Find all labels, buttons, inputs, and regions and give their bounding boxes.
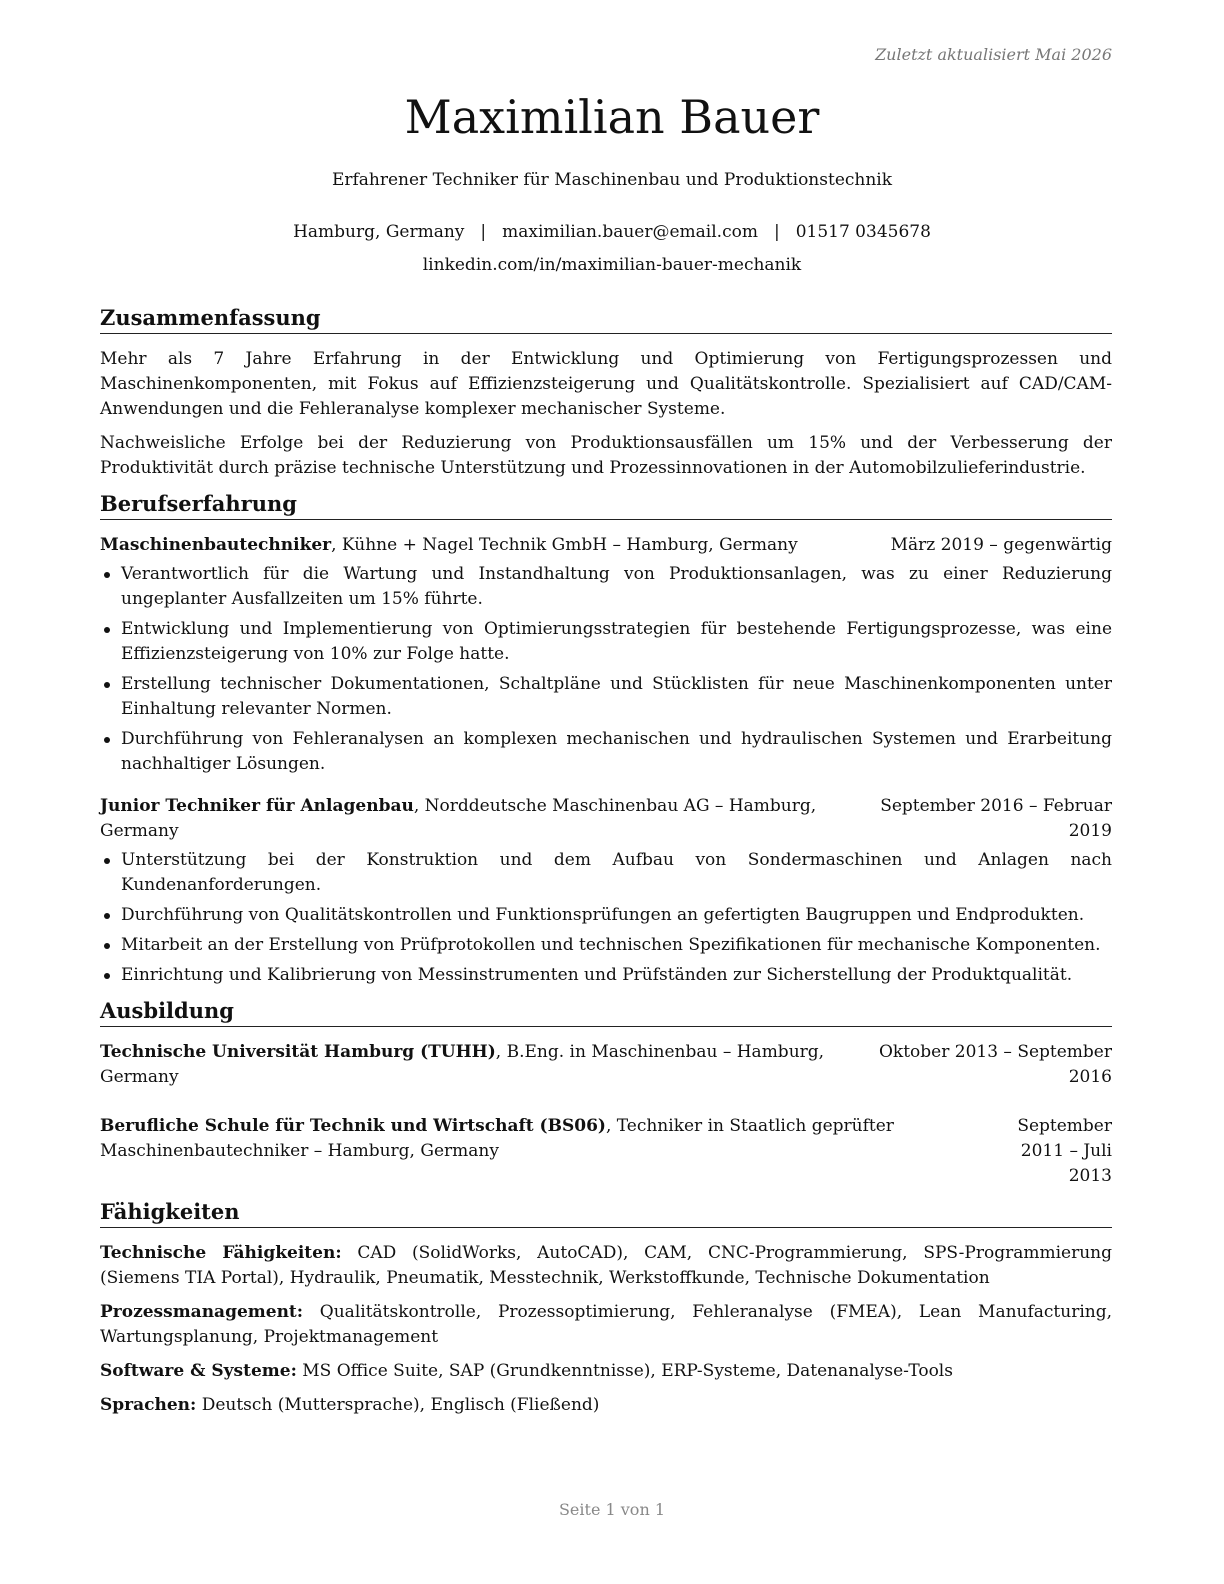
skill-line bbox=[100, 1241, 1112, 1291]
school-name: Technische Universität Hamburg (TUHH) bbox=[100, 1042, 496, 1062]
education-date: Oktober 2013 – September 2016 bbox=[878, 1042, 1112, 1087]
skill-label: Prozessmanagement: bbox=[100, 1302, 304, 1322]
skill-label: Technische Fähigkeiten: bbox=[100, 1243, 342, 1263]
skill-line bbox=[100, 1393, 1112, 1418]
candidate-name: Maximilian Bauer bbox=[404, 90, 820, 144]
list-item: Durchführung von Fehleranalysen an komplexen mechanischen und hydraulischen Systemen und Erarbeitung nachhaltiger Lösungen. bbox=[100, 727, 1112, 777]
page-number: Seite 1 von 1 bbox=[558, 1500, 666, 1519]
location: Hamburg, Germany bbox=[293, 222, 465, 242]
degree-detail: , Techniker in Staatlich geprüfter Maschinenbautechniker – Hamburg, Germany bbox=[100, 1116, 894, 1161]
skill-label: Sprachen: bbox=[100, 1395, 197, 1415]
job-company: , Norddeutsche Maschinenbau AG – Hamburg, Germany bbox=[100, 796, 817, 841]
summary-section bbox=[100, 304, 1112, 481]
experience-section bbox=[100, 490, 1112, 988]
list-item: Entwicklung und Implementierung von Optimierungsstrategien für bestehende Fertigungsprozesse, was eine Effizienzsteigerung von 10% zur Folge hatte. bbox=[100, 617, 1112, 667]
education-date: September 2011 – Juli 2013 bbox=[1017, 1116, 1112, 1186]
skill-value: MS Office Suite, SAP (Grundkenntnisse), ERP-Systeme, Datenanalyse-Tools bbox=[296, 1361, 953, 1381]
list-item: Verantwortlich für die Wartung und Instandhaltung von Produktionsanlagen, was zu einer Reduzierung ungeplanter Ausfallzeiten um 15% führte. bbox=[100, 562, 1112, 612]
tagline: Erfahrener Techniker für Maschinenbau und Produktionstechnik bbox=[331, 170, 893, 190]
phone: 01517 0345678 bbox=[795, 222, 931, 242]
linkedin-link[interactable]: linkedin.com/in/maximilian-bauer-mechanik bbox=[422, 255, 802, 275]
section-title: Zusammenfassung bbox=[100, 304, 1112, 334]
separator: | bbox=[480, 222, 487, 242]
list-item: Mitarbeit an der Erstellung von Prüfprotokollen und technischen Spezifikationen für mechanische Komponenten. bbox=[100, 933, 1112, 958]
skill-line bbox=[100, 1300, 1112, 1350]
education-entry bbox=[100, 1114, 1112, 1189]
resume-content bbox=[100, 304, 1112, 1427]
degree-detail: , B.Eng. in Maschinenbau – Hamburg, Germany bbox=[100, 1042, 825, 1087]
job-bullets bbox=[100, 848, 1112, 988]
education-entry bbox=[100, 1040, 1112, 1090]
skill-line bbox=[100, 1359, 1112, 1384]
list-item: Durchführung von Qualitätskontrollen und Funktionsprüfungen an gefertigten Baugruppen und Endprodukten. bbox=[100, 903, 1112, 928]
education-section bbox=[100, 997, 1112, 1189]
skills-section bbox=[100, 1198, 1112, 1418]
summary-paragraph: Mehr als 7 Jahre Erfahrung in der Entwicklung und Optimierung von Fertigungsprozessen und Maschinenkomponenten, mit Fokus auf Effizienzsteigerung und Qualitätskontrolle. Spezialisiert auf CAD/CAM-Anwendungen und die Fehleranalyse komplexer mechanischer Systeme. bbox=[100, 349, 1112, 419]
job-company: , Kühne + Nagel Technik GmbH – Hamburg, Germany bbox=[331, 535, 798, 555]
section-title: Berufserfahrung bbox=[100, 490, 1112, 520]
last-updated: Zuletzt aktualisiert Mai 2026 bbox=[875, 45, 1112, 64]
job-entry bbox=[100, 533, 1112, 777]
school-name: Berufliche Schule für Technik und Wirtschaft (BS06) bbox=[100, 1116, 606, 1136]
job-entry bbox=[100, 794, 1112, 988]
job-date: September 2016 – Februar 2019 bbox=[880, 796, 1112, 841]
skill-label: Software & Systeme: bbox=[100, 1361, 297, 1381]
summary-paragraph: Nachweisliche Erfolge bei der Reduzierung von Produktionsausfällen um 15% und der Verbesserung der Produktivität durch präzise technische Unterstützung und Prozessinnovationen in der Automobilzulieferindustrie. bbox=[100, 433, 1112, 478]
list-item: Erstellung technischer Dokumentationen, Schaltpläne und Stücklisten für neue Maschinenkomponenten unter Einhaltung relevanter Normen. bbox=[100, 672, 1112, 722]
section-title: Fähigkeiten bbox=[100, 1198, 1112, 1228]
skill-value: CAD (SolidWorks, AutoCAD), CAM, CNC-Programmierung, SPS-Programmierung (Siemens TIA Portal), Hydraulik, Pneumatik, Messtechnik, Werkstoffkunde, Technische Dokumentation bbox=[100, 1243, 1112, 1288]
separator: | bbox=[773, 222, 780, 242]
contact-line bbox=[0, 220, 1224, 244]
list-item: Unterstützung bei der Konstruktion und dem Aufbau von Sondermaschinen und Anlagen nach Kundenanforderungen. bbox=[100, 848, 1112, 898]
email-link[interactable]: maximilian.bauer@email.com bbox=[502, 222, 758, 242]
job-bullets bbox=[100, 562, 1112, 777]
list-item: Einrichtung und Kalibrierung von Messinstrumenten und Prüfständen zur Sicherstellung der Produktqualität. bbox=[100, 963, 1112, 988]
skill-value: Qualitätskontrolle, Prozessoptimierung, Fehleranalyse (FMEA), Lean Manufacturing, Wartungsplanung, Projektmanagement bbox=[100, 1302, 1112, 1347]
job-date: März 2019 – gegenwärtig bbox=[890, 535, 1112, 555]
skill-value: Deutsch (Muttersprache), Englisch (Fließend) bbox=[196, 1395, 600, 1415]
section-title: Ausbildung bbox=[100, 997, 1112, 1027]
job-role: Junior Techniker für Anlagenbau bbox=[100, 796, 414, 816]
job-role: Maschinenbautechniker bbox=[100, 535, 332, 555]
